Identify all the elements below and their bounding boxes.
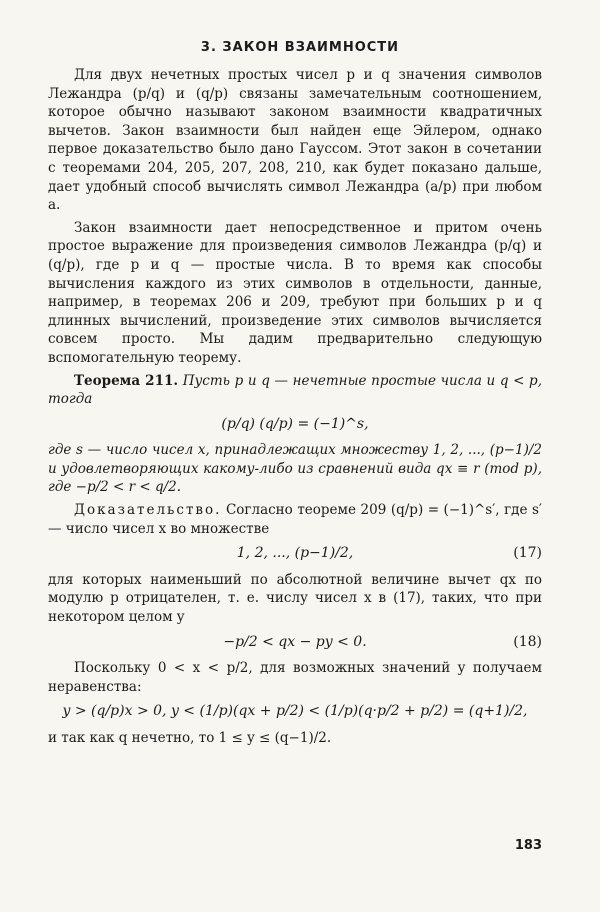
- last-line: и так как q нечетно, то 1 ≤ y ≤ (q−1)/2.: [48, 730, 332, 746]
- proof-paragraph: [48, 501, 542, 538]
- theorem-label: Теорема 211.: [74, 372, 179, 389]
- text-after-17: для которых наименьший по абсолютной величине вычет qx по модулю p отрицателен, т. е. числу чисел x в (17), таких, что при некотором целом y: [48, 571, 542, 626]
- theorem-formula: (p/q) (q/p) = (−1)^s,: [221, 415, 369, 432]
- text-after-18: Поскольку 0 < x < p/2, для возможных значений y получаем неравенства:: [48, 660, 542, 695]
- formula-18-body: −p/2 < qx − py < 0.: [223, 633, 367, 650]
- formula-18: [48, 633, 542, 652]
- inequality-formula: y > (q/p)x > 0, y < (1/p)(qx + p/2) < (1/p)(q·p/2 + p/2) = (q+1)/2,: [62, 703, 528, 720]
- paragraph-1: Для двух нечетных простых чисел p и q значения символов Лежандра (p/q) и (q/p) связаны замечательным соотношением, которое обычно называют законом взаимности квадратичных вычетов. Закон взаимности был найден еще Эйлером, однако первое доказательство было дано Гауссом. Этот закон в сочетании с теоремами 204, 205, 207, 208, 210, как будет показано дальше, дает удобный способ вычислять символ Лежандра (a/p) при любом a.: [48, 67, 542, 214]
- page-number: 183: [514, 838, 542, 853]
- theorem-continuation: где s — число чисел x, принадлежащих множеству 1, 2, ..., (p−1)/2 и удовлетворяющих какому-либо из сравнений вида qx ≡ r (mod p), где −p/2 < r < q/2.: [48, 442, 542, 496]
- page-body: [48, 66, 542, 752]
- equation-number-18: (18): [513, 633, 542, 650]
- paragraph-2: Закон взаимности дает непосредственное и притом очень простое выражение для произведения символов Лежандра (p/q) и (q/p), где p и q — простые числа. В то время как способы вычисления каждого из этих символов в отдельности, данные, например, в теоремах 206 и 209, требуют при больших p и q длинных вычислений, произведение этих символов вычисляется совсем просто. Мы дадим предварительно следующую вспомогательную теорему.: [48, 219, 542, 366]
- proof-label: Доказательство.: [74, 502, 222, 519]
- equation-number-17: (17): [513, 545, 542, 562]
- proof-text: Согласно теореме 209 (q/p) = (−1)^s′, где s′ — число чисел x во множестве: [48, 502, 542, 537]
- formula-17: [48, 544, 542, 563]
- theorem-statement: Пусть p и q — нечетные простые числа и q < p, тогда: [48, 372, 542, 408]
- formula-17-body: 1, 2, ..., (p−1)/2,: [236, 545, 354, 562]
- theorem-211: [48, 372, 542, 409]
- section-heading: 3. ЗАКОН ВЗАИМНОСТИ: [200, 40, 400, 55]
